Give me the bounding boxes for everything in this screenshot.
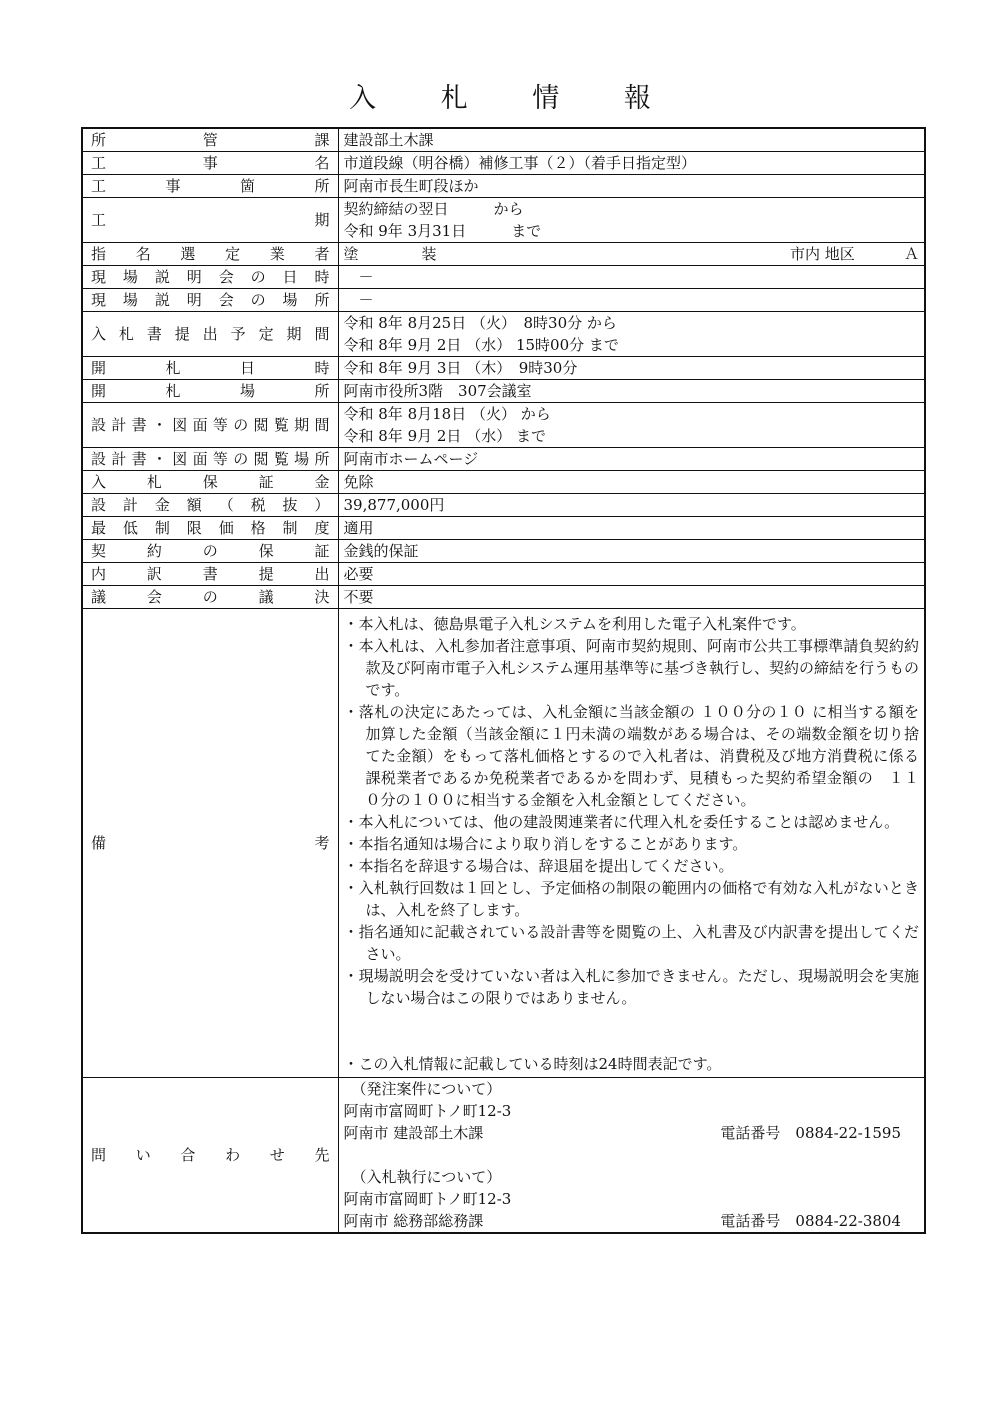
viewing-start: 令和 8年 8月18日 （火） から <box>343 405 551 423</box>
row-contact <box>82 1078 925 1234</box>
designated-rank: Ａ <box>904 245 920 263</box>
row-opening-date <box>82 357 925 380</box>
row-council <box>82 586 925 609</box>
row-breakdown <box>82 563 925 586</box>
value-breakdown: 必要 <box>338 563 925 586</box>
row-viewing-place <box>82 448 925 471</box>
label-breakdown: 内訳書提出 <box>82 563 338 586</box>
submission-end: 令和 8年 9月 2日 （水） 15時00分 まで <box>343 336 619 354</box>
value-contact <box>338 1078 925 1234</box>
label-opening-date: 開札日時 <box>82 357 338 380</box>
contact-order-dept: 阿南市 建設部土木課 <box>343 1124 484 1142</box>
row-contract-guarantee <box>82 540 925 563</box>
value-council: 不要 <box>338 586 925 609</box>
label-project-name: 工事名 <box>82 152 338 175</box>
value-viewing-place: 阿南市ホームページ <box>338 448 925 471</box>
contact-order-address: 阿南市富岡町トノ町12-3 <box>343 1102 512 1120</box>
remark-item: ・本入札は、徳島県電子入札システムを利用した電子入札案件です。 <box>343 615 806 633</box>
contact-order-phone: 電話番号 0884-22-1595 <box>720 1124 901 1142</box>
row-department <box>82 128 925 152</box>
contact-bid-dept: 阿南市 総務部総務課 <box>343 1212 484 1230</box>
contact-order-heading: （発注案件について） <box>351 1080 502 1098</box>
designated-area: 市内 地区 <box>790 245 855 263</box>
label-viewing-place: 設計書・図面等の閲覧場所 <box>82 448 338 471</box>
remark-item: ・本指名通知は場合により取り消しをすることがあります。 <box>343 835 748 853</box>
value-submission-period <box>338 312 925 357</box>
row-remarks <box>82 609 925 1078</box>
label-briefing-date: 現場説明会の日時 <box>82 266 338 289</box>
value-briefing-date: － <box>338 266 925 289</box>
row-location <box>82 175 925 198</box>
row-project-name <box>82 152 925 175</box>
value-opening-place: 阿南市役所3階 307会議室 <box>338 380 925 403</box>
remark-item: ・本入札については、他の建設関連業者に代理入札を委任することは認めません。 <box>343 813 900 831</box>
period-end: 令和 9年 3月31日 まで <box>343 222 542 240</box>
remark-item: ・落札の決定にあたっては、入札金額に当該金額の １００分の１０ に相当する額を加算した金額（当該金額に１円未満の端数がある場合は、その端数金額を切り捨てた金額）をもって落札価格とするので入札者は、消費税及び地方消費税に係る課税業者であるか免税業者であるかを問わず、見積もった契約希望金額の １１０分の１００に相当する金額を入札金額としてください。 <box>343 703 919 809</box>
remark-item: ・現場説明会を受けていない者は入札に参加できません。ただし、現場説明会を実施しない場合はこの限りではありません。 <box>343 967 919 1007</box>
value-bond: 免除 <box>338 471 925 494</box>
label-bond: 入札保証金 <box>82 471 338 494</box>
contact-bid-heading: （入札執行について） <box>351 1168 502 1186</box>
page-title: 入 札 情 報 <box>349 83 679 114</box>
row-designated <box>82 243 925 266</box>
remark-item: ・入札執行回数は１回とし、予定価格の制限の範囲内の価格で有効な入札がないときは、入札を終了します。 <box>343 879 919 919</box>
value-design-amount: 39,877,000円 <box>338 494 925 517</box>
label-opening-place: 開札場所 <box>82 380 338 403</box>
row-submission-period <box>82 312 925 357</box>
remark-item: ・指名通知に記載されている設計書等を閲覧の上、入札書及び内訳書を提出してください。 <box>343 923 919 963</box>
row-briefing-place <box>82 289 925 312</box>
contact-bid-address: 阿南市富岡町トノ町12-3 <box>343 1190 512 1208</box>
value-location: 阿南市長生町段ほか <box>338 175 925 198</box>
label-design-amount: 設計金額（税抜） <box>82 494 338 517</box>
label-submission-period: 入札書提出予定期間 <box>82 312 338 357</box>
value-remarks <box>338 609 925 1078</box>
value-designated <box>338 243 925 266</box>
designated-type: 塗 装 <box>343 245 461 263</box>
label-briefing-place: 現場説明会の場所 <box>82 289 338 312</box>
value-viewing-period <box>338 403 925 448</box>
label-contract-guarantee: 契約の保証 <box>82 540 338 563</box>
submission-start: 令和 8年 8月25日 （火） 8時30分 から <box>343 314 617 332</box>
row-min-price <box>82 517 925 540</box>
label-council: 議会の議決 <box>82 586 338 609</box>
row-briefing-date <box>82 266 925 289</box>
label-viewing-period: 設計書・図面等の閲覧期間 <box>82 403 338 448</box>
row-design-amount <box>82 494 925 517</box>
value-opening-date: 令和 8年 9月 3日 （木） 9時30分 <box>338 357 925 380</box>
row-bond <box>82 471 925 494</box>
remark-time-note: ・この入札情報に記載している時刻は24時間表記です。 <box>343 1055 722 1073</box>
label-period: 工期 <box>82 198 338 243</box>
remark-item: ・本入札は、入札参加者注意事項、阿南市契約規則、阿南市公共工事標準請負契約約款及び阿南市電子入札システム運用基準等に基づき執行し、契約の締結を行うものです。 <box>343 637 920 699</box>
value-department: 建設部土木課 <box>338 128 925 152</box>
value-contract-guarantee: 金銭的保証 <box>338 540 925 563</box>
period-start: 契約締結の翌日 から <box>343 200 524 218</box>
label-contact: 問い合わせ先 <box>82 1078 338 1234</box>
contact-bid-phone: 電話番号 0884-22-3804 <box>720 1212 901 1230</box>
value-period <box>338 198 925 243</box>
bid-info-table <box>81 127 926 1234</box>
label-remarks: 備考 <box>82 609 338 1078</box>
viewing-end: 令和 8年 9月 2日 （水） まで <box>343 427 546 445</box>
remark-item: ・本指名を辞退する場合は、辞退届を提出してください。 <box>343 857 734 875</box>
label-min-price: 最低制限価格制度 <box>82 517 338 540</box>
value-briefing-place: － <box>338 289 925 312</box>
row-period <box>82 198 925 243</box>
row-opening-place <box>82 380 925 403</box>
row-viewing-period <box>82 403 925 448</box>
value-min-price: 適用 <box>338 517 925 540</box>
label-designated: 指名選定業者 <box>82 243 338 266</box>
label-location: 工事箇所 <box>82 175 338 198</box>
label-department: 所管課 <box>82 128 338 152</box>
value-project-name: 市道段線（明谷橋）補修工事（２）（着手日指定型） <box>338 152 925 175</box>
